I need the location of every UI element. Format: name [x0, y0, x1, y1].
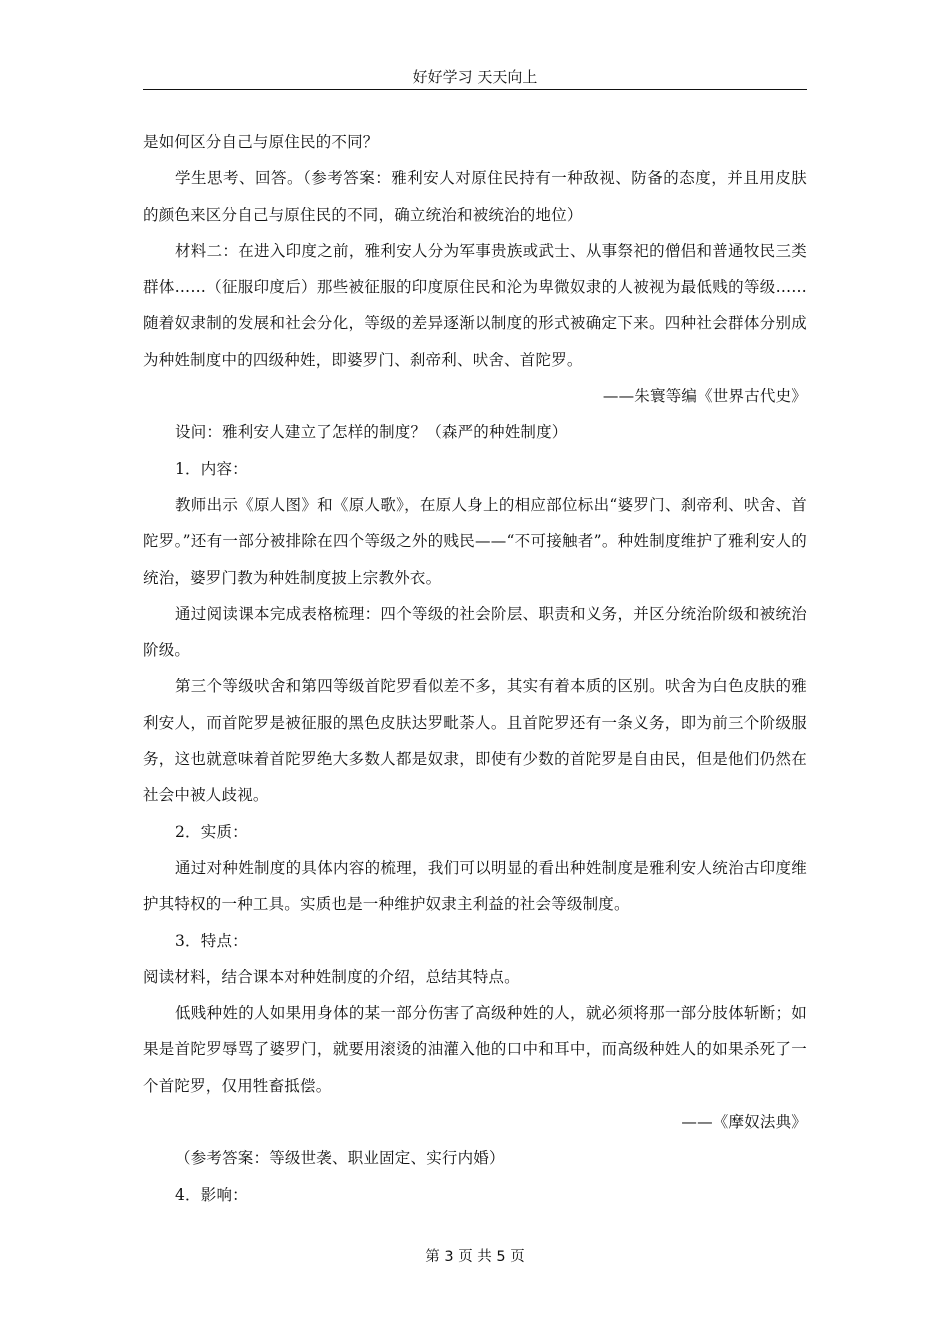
document-body	[143, 124, 807, 1213]
section-heading-essence: 2．实质：	[175, 822, 248, 841]
section-heading-influence: 4．影响：	[175, 1185, 248, 1204]
section-heading-features: 3．特点：	[175, 931, 248, 950]
paragraph-reference-answer: （参考答案：等级世袭、职业固定、实行内婚）	[175, 1149, 505, 1168]
citation-laws-of-manu: ——《摩奴法典》	[681, 1113, 807, 1132]
header-divider	[143, 89, 807, 90]
paragraph-question-continuation: 是如何区分自己与原住民的不同？	[143, 133, 379, 151]
paragraph-material-two: 材料二：在进入印度之前，雅利安人分为军事贵族或武士、从事祭祀的僧侣和普通牧民三类群体……（征服印度后）那些被征服的印度原住民和沦为卑微奴隶的人被视为最低贱的等级……随着奴隶制的发展和社会分化，等级的差异逐渐以制度的形式被确定下来。四种社会群体分别成为种姓制度中的四级种姓，即婆罗门、刹帝利、吠舍、首陀罗。	[143, 241, 807, 369]
paragraph-student-answer: 学生思考、回答。（参考答案：雅利安人对原住民持有一种敌视、防备的态度，并且用皮肤的颜色来区分自己与原住民的不同，确立统治和被统治的地位）	[143, 169, 807, 224]
citation-world-ancient-history: ——朱寰等编《世界古代史》	[602, 387, 807, 406]
paragraph-read-material: 阅读材料，结合课本对种姓制度的介绍，总结其特点。	[143, 967, 520, 986]
paragraph-teacher-shows: 教师出示《原人图》和《原人歌》，在原人身上的相应部位标出“婆罗门、刹帝利、吠舍、首陀罗。”还有一部分被排除在四个等级之外的贱民——“不可接触者”。种姓制度维护了雅利安人的统治，婆罗门教为种姓制度披上宗教外衣。	[143, 495, 807, 587]
paragraph-question-system: 设问：雅利安人建立了怎样的制度？（森严的种姓制度）	[175, 423, 568, 442]
section-heading-content: 1．内容：	[175, 459, 248, 478]
page-header: 好好学习 天天向上	[412, 68, 538, 86]
paragraph-table-reading: 通过阅读课本完成表格梳理：四个等级的社会阶层、职责和义务，并区分统治阶级和被统治阶级。	[143, 604, 807, 660]
page-number: 第 3 页 共 5 页	[425, 1249, 525, 1265]
paragraph-manu-law-excerpt: 低贱种姓的人如果用身体的某一部分伤害了高级种姓的人，就必须将那一部分肢体斩断；如果是首陀罗辱骂了婆罗门，就要用滚烫的油灌入他的口中和耳中，而高级种姓人的如果杀死了一个首陀罗，仅用牲畜抵偿。	[143, 1004, 807, 1095]
paragraph-essence: 通过对种姓制度的具体内容的梳理，我们可以明显的看出种姓制度是雅利安人统治古印度维护其特权的一种工具。实质也是一种维护奴隶主利益的社会等级制度。	[143, 858, 807, 914]
paragraph-third-fourth-caste: 第三个等级吠舍和第四等级首陀罗看似差不多，其实有着本质的区别。吠舍为白色皮肤的雅利安人，而首陀罗是被征服的黑色皮肤达罗毗荼人。且首陀罗还有一条义务，即为前三个阶级服务，这也就意味着首陀罗绝大多数人都是奴隶，即使有少数的首陀罗是自由民，但是他们仍然在社会中被人歧视。	[143, 677, 807, 805]
